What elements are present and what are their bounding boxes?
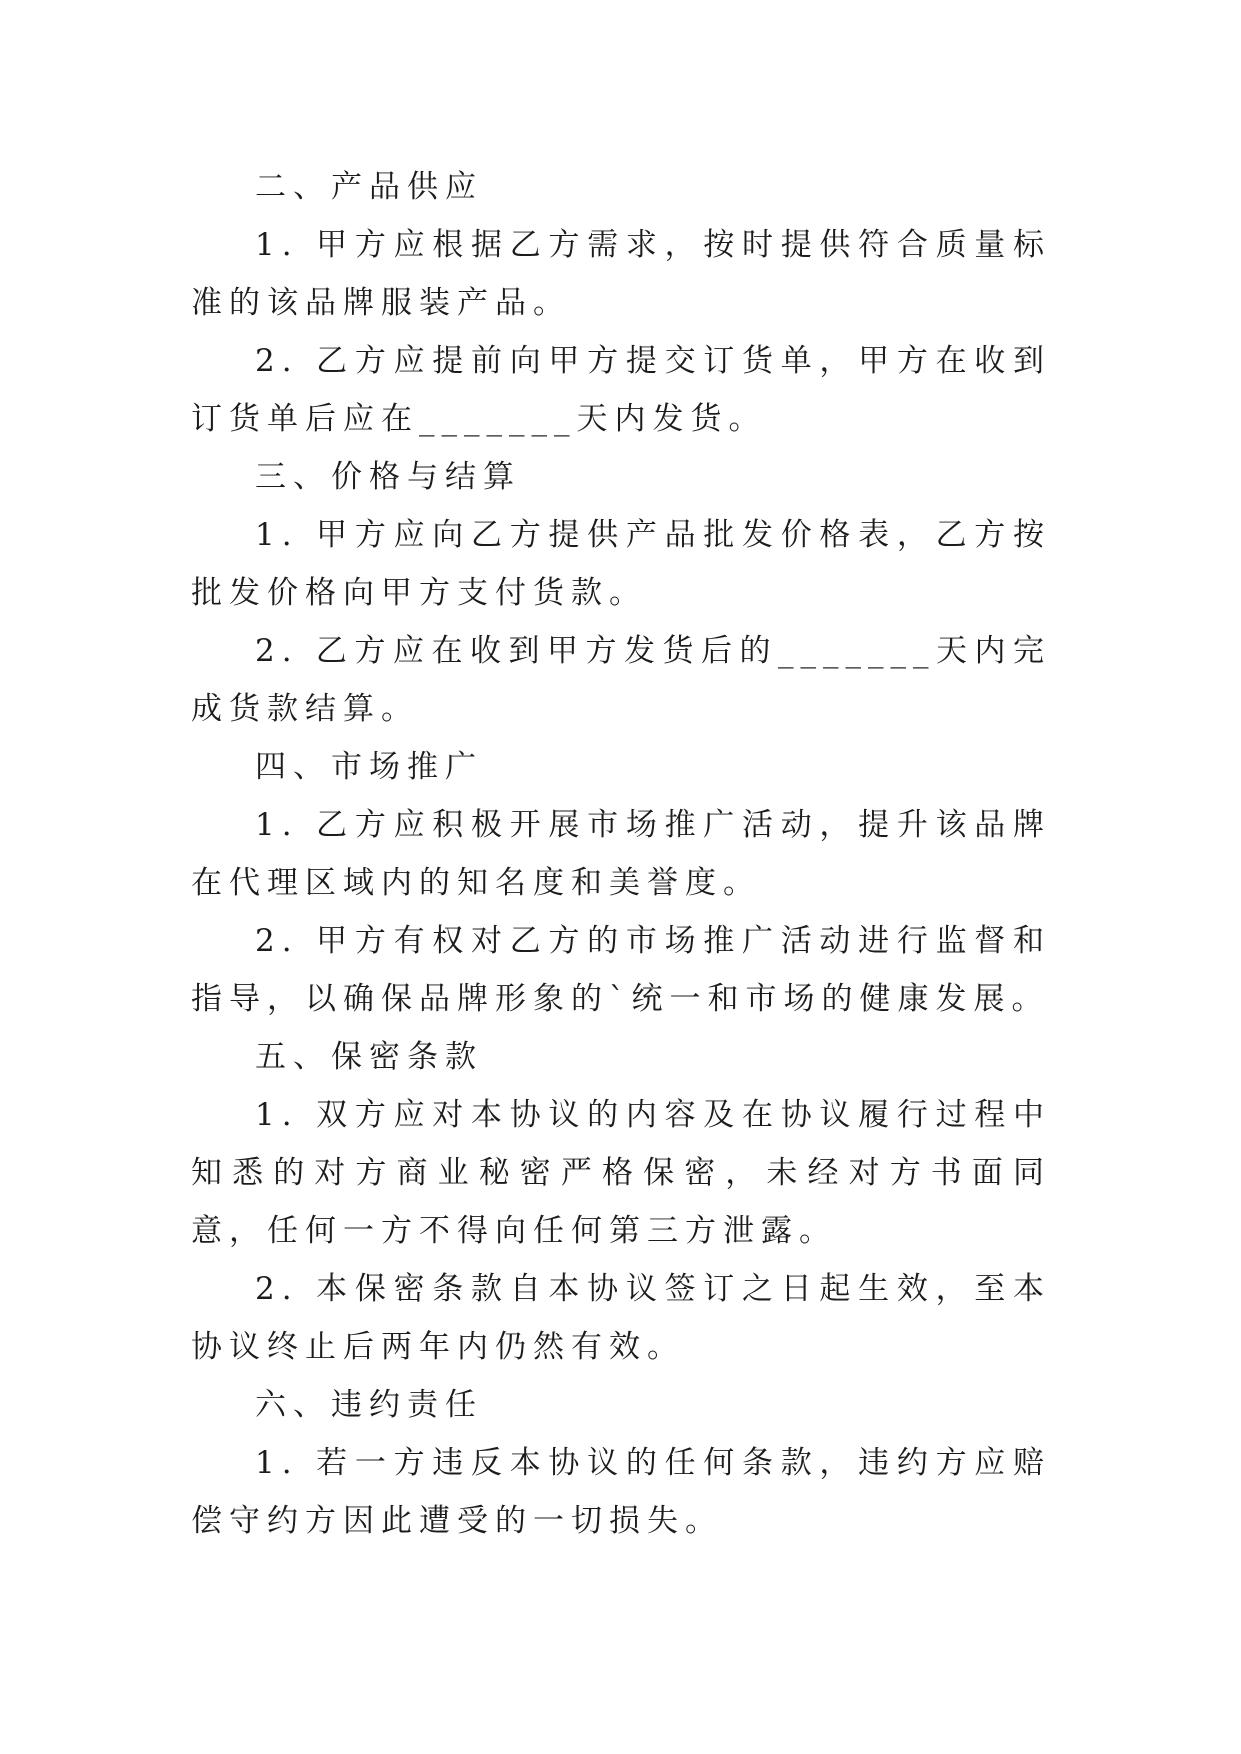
section-heading-marketing: 四、市场推广 [255, 749, 483, 785]
clause-paragraph: 2. 乙方应提前向甲方提交订货单，甲方在收到订货单后应在_______天内发货。 [191, 343, 1051, 437]
section-heading-product-supply: 二、产品供应 [255, 169, 483, 205]
section-heading-price-settlement: 三、价格与结算 [255, 459, 521, 495]
document-page [191, 158, 1051, 1550]
clause-paragraph: 2. 本保密条款自本协议签订之日起生效，至本协议终止后两年内仍然有效。 [191, 1271, 1051, 1365]
clause-paragraph: 1. 甲方应根据乙方需求，按时提供符合质量标准的该品牌服装产品。 [191, 227, 1051, 321]
clause-paragraph: 2. 乙方应在收到甲方发货后的_______天内完成货款结算。 [191, 633, 1051, 727]
clause-paragraph: 2. 甲方有权对乙方的市场推广活动进行监督和指导，以确保品牌形象的`统一和市场的健康发展。 [191, 923, 1051, 1017]
clause-paragraph: 1. 双方应对本协议的内容及在协议履行过程中知悉的对方商业秘密严格保密，未经对方书面同意，任何一方不得向任何第三方泄露。 [191, 1097, 1051, 1249]
clause-paragraph: 1. 甲方应向乙方提供产品批发价格表，乙方按批发价格向甲方支付货款。 [191, 517, 1051, 611]
section-heading-liability: 六、违约责任 [255, 1387, 483, 1423]
section-heading-confidentiality: 五、保密条款 [255, 1039, 483, 1075]
clause-paragraph: 1. 若一方违反本协议的任何条款，违约方应赔偿守约方因此遭受的一切损失。 [191, 1445, 1051, 1539]
clause-paragraph: 1. 乙方应积极开展市场推广活动，提升该品牌在代理区域内的知名度和美誉度。 [191, 807, 1051, 901]
